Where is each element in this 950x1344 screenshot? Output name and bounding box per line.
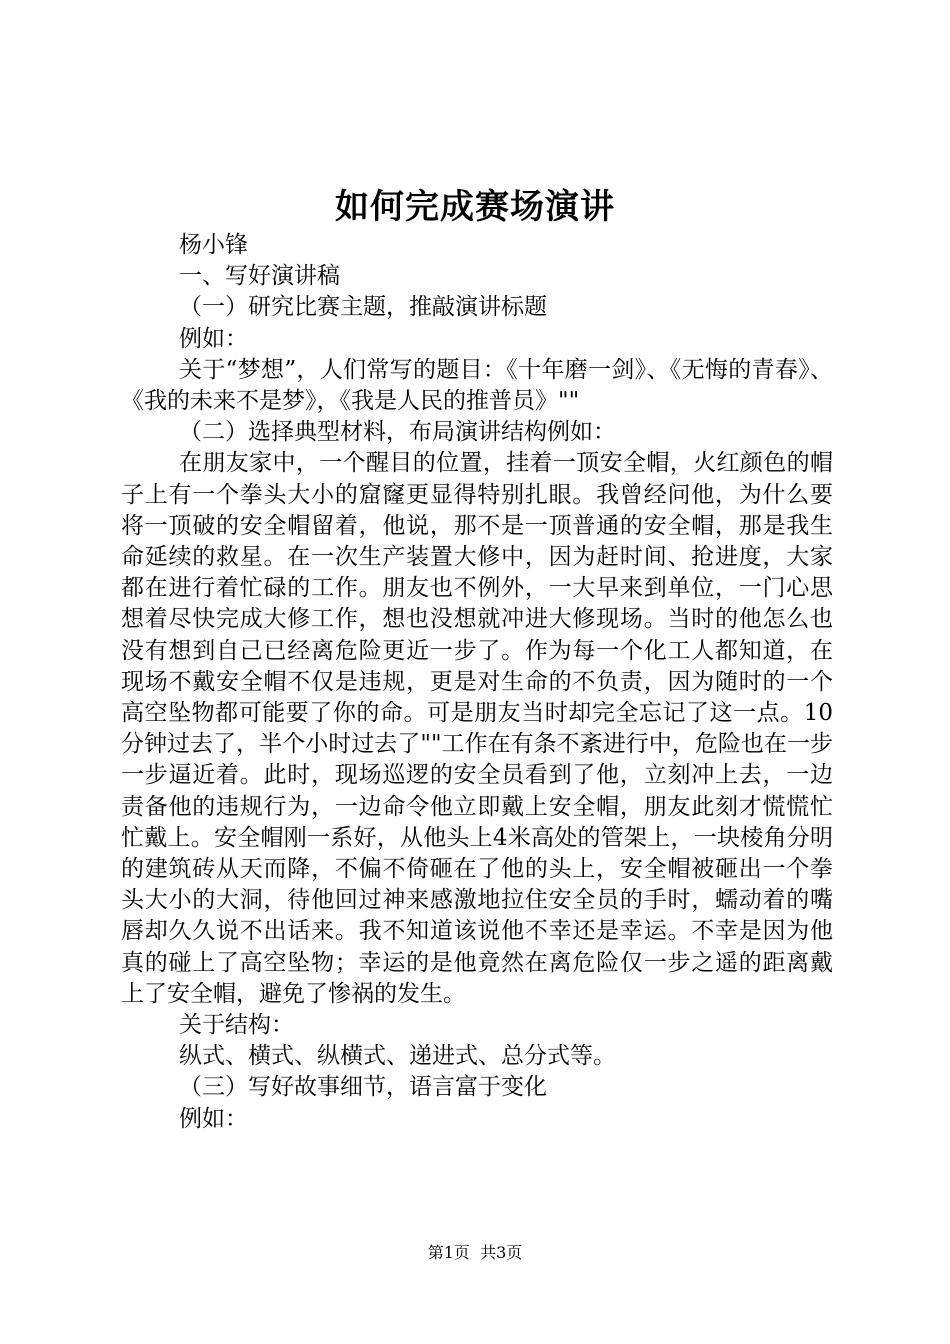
subsection-heading: （二）选择典型材料，布局演讲结构例如： [179,419,616,446]
page-footer [0,1242,950,1264]
document-title: 如何完成赛场演讲 [335,187,615,227]
document-body [121,230,833,1135]
subsection-heading: （三）写好故事细节，语言富于变化 [179,1074,547,1101]
page-total: 共3页 [480,1243,523,1262]
paragraph: 例如： [179,325,248,352]
subsection-heading: （一）研究比赛主题，推敲演讲标题 [179,294,547,321]
paragraph: 例如： [179,1105,248,1132]
paragraph: 关于结构： [179,1012,294,1039]
section-heading: 一、写好演讲稿 [179,263,340,290]
author-line: 杨小锋 [179,232,248,258]
paragraph: 关于“梦想”，人们常写的题目：《十年磨一剑》、《无悔的青春》、《我的未来不是梦》，《我是人民的推普员》"" [121,356,833,415]
paragraph: 纵式、横式、纵横式、递进式、总分式等。 [179,1043,616,1070]
page-number: 第1页 [427,1243,470,1262]
story-paragraph: 在朋友家中，一个醒目的位置，挂着一顶安全帽，火红颜色的帽子上有一个拳头大小的窟窿更显得特别扎眼。我曾经问他，为什么要将一顶破的安全帽留着，他说，那不是一顶普通的安全帽，那是我生命延续的救星。在一次生产装置大修中，因为赶时间、抢进度，大家都在进行着忙碌的工作。朋友也不例外，一大早来到单位，一门心思想着尽快完成大修工作，想也没想就冲进大修现场。当时的他怎么也没有想到自己已经离危险更近一步了。作为每一个化工人都知道，在现场不戴安全帽不仅是违规，更是对生命的不负责，因为随时的一个高空坠物都可能要了你的命。可是朋友当时却完全忘记了这一点。10分钟过去了，半个小时过去了""工作在有条不紊进行中，危险也在一步一步逼近着。此时，现场巡逻的安全员看到了他，立刻冲上去，一边责备他的违规行为，一边命令他立即戴上安全帽，朋友此刻才慌慌忙忙戴上。安全帽刚一系好，从他头上4米高处的管架上，一块棱角分明的建筑砖从天而降，不偏不倚砸在了他的头上，安全帽被砸出一个拳头大小的大洞，待他回过神来感激地拉住安全员的手时，蠕动着的嘴唇却久久说不出话来。我不知道该说他不幸还是幸运。不幸是因为他真的碰上了高空坠物；幸运的是他竟然在离危险仅一步之遥的距离戴上了安全帽，避免了惨祸的发生。 [121,450,833,1007]
